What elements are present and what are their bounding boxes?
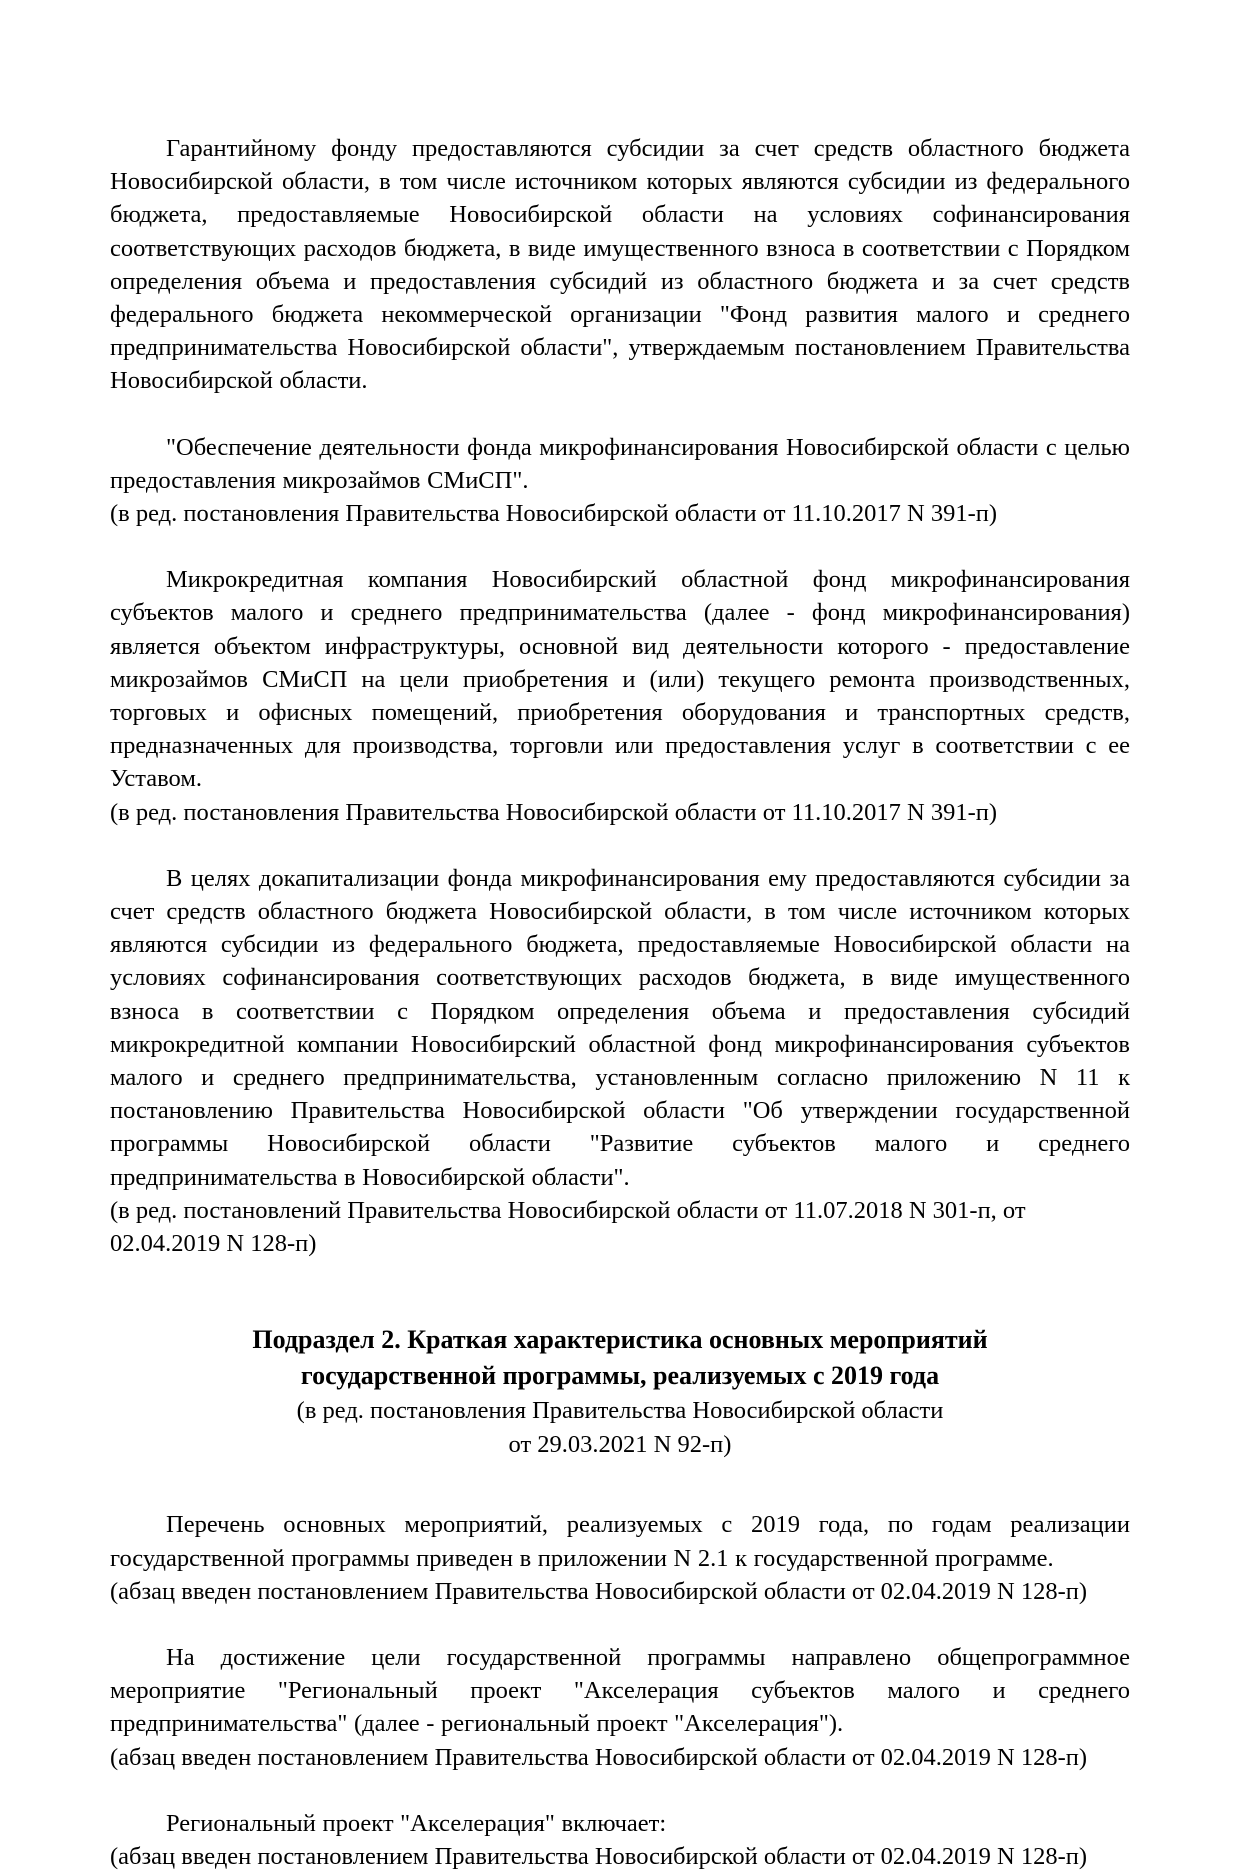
amendment-note-391p-first: (в ред. постановления Правительства Новосибирской области от 11.10.2017 N 391-п) bbox=[110, 500, 998, 528]
paragraph-acceleration-project: На достижение цели государственной программы направлено общепрограммное мероприятие "Региональный проект "Акселерация субъектов малого и среднего предпринимательства" (далее - региональный проект "Акселерация"). bbox=[110, 1643, 1130, 1738]
section-heading-line-2: государственной программы, реализуемых с 2019 года bbox=[300, 1361, 940, 1391]
section-heading-line-1: Подраздел 2. Краткая характеристика основных мероприятий bbox=[252, 1325, 988, 1355]
paragraph-guarantee-fund: Гарантийному фонду предоставляются субсидии за счет средств областного бюджета Новосибирской области, в том числе источником которых являются субсидии из федерального бюджета, предоставляемые Новосибирской области на условиях софинансирования соответствующих расходов бюджета, в виде имущественного взноса в соответствии с Порядком определения объема и предоставления субсидий из областного бюджета и за счет средств федерального бюджета некоммерческой организации "Фонд развития малого и среднего предпринимательства Новосибирской области", утверждаемым постановлением Правительства Новосибирской области. bbox=[110, 135, 1130, 395]
section-heading-block bbox=[110, 1322, 1130, 1462]
amendment-note-128p-third: (абзац введен постановлением Правительства Новосибирской области от 02.04.2019 N 128-п) bbox=[110, 1842, 1088, 1870]
paragraph-recapitalization: В целях докапитализации фонда микрофинансирования ему предоставляются субсидии за счет средств областного бюджета Новосибирской области, в том числе источником которых являются субсидии из федерального бюджета, предоставляемые Новосибирской области на условиях софинансирования соответствующих расходов бюджета, в виде имущественного взноса в соответствии с Порядком определения объема и предоставления субсидий микрокредитной компании Новосибирский областной фонд микрофинансирования субъектов малого и среднего предпринимательства, установленным согласно приложению N 11 к постановлению Правительства Новосибирской области "Об утверждении государственной программы Новосибирской области "Развитие субъектов малого и среднего предпринимательства в Новосибирской области". bbox=[110, 864, 1130, 1191]
section-heading-amendment-line-2: от 29.03.2021 N 92-п) bbox=[508, 1431, 732, 1459]
amendment-note-301p-128p: (в ред. постановлений Правительства Новосибирской области от 11.07.2018 N 301-п, от 02.04.2019 N 128-п) bbox=[110, 1196, 1026, 1258]
section-heading-amendment-line-1: (в ред. постановления Правительства Новосибирской области bbox=[296, 1397, 944, 1425]
amendment-note-391p-second: (в ред. постановления Правительства Новосибирской области от 11.10.2017 N 391-п) bbox=[110, 798, 998, 826]
amendment-note-128p-first: (абзац введен постановлением Правительства Новосибирской области от 02.04.2019 N 128-п) bbox=[110, 1577, 1088, 1605]
amendment-note-128p-second: (абзац введен постановлением Правительства Новосибирской области от 02.04.2019 N 128-п) bbox=[110, 1743, 1088, 1771]
paragraph-acceleration-includes: Региональный проект "Акселерация" включает: bbox=[166, 1809, 667, 1837]
document-body bbox=[110, 132, 1130, 1873]
paragraph-microfinance-activity: "Обеспечение деятельности фонда микрофинансирования Новосибирской области с целью предоставления микрозаймов СМиСП". bbox=[110, 433, 1130, 494]
paragraph-measures-list: Перечень основных мероприятий, реализуемых с 2019 года, по годам реализации государственной программы приведен в приложении N 2.1 к государственной программе. bbox=[110, 1511, 1130, 1572]
paragraph-microcredit-company: Микрокредитная компания Новосибирский областной фонд микрофинансирования субъектов малого и среднего предпринимательства (далее - фонд микрофинансирования) является объектом инфраструктуры, основной вид деятельности которого - предоставление микрозаймов СМиСП на цели приобретения и (или) текущего ремонта производственных, торговых и офисных помещений, приобретения оборудования и транспортных средств, предназначенных для производства, торговли или предоставления услуг в соответствии с ее Уставом. bbox=[110, 566, 1130, 793]
